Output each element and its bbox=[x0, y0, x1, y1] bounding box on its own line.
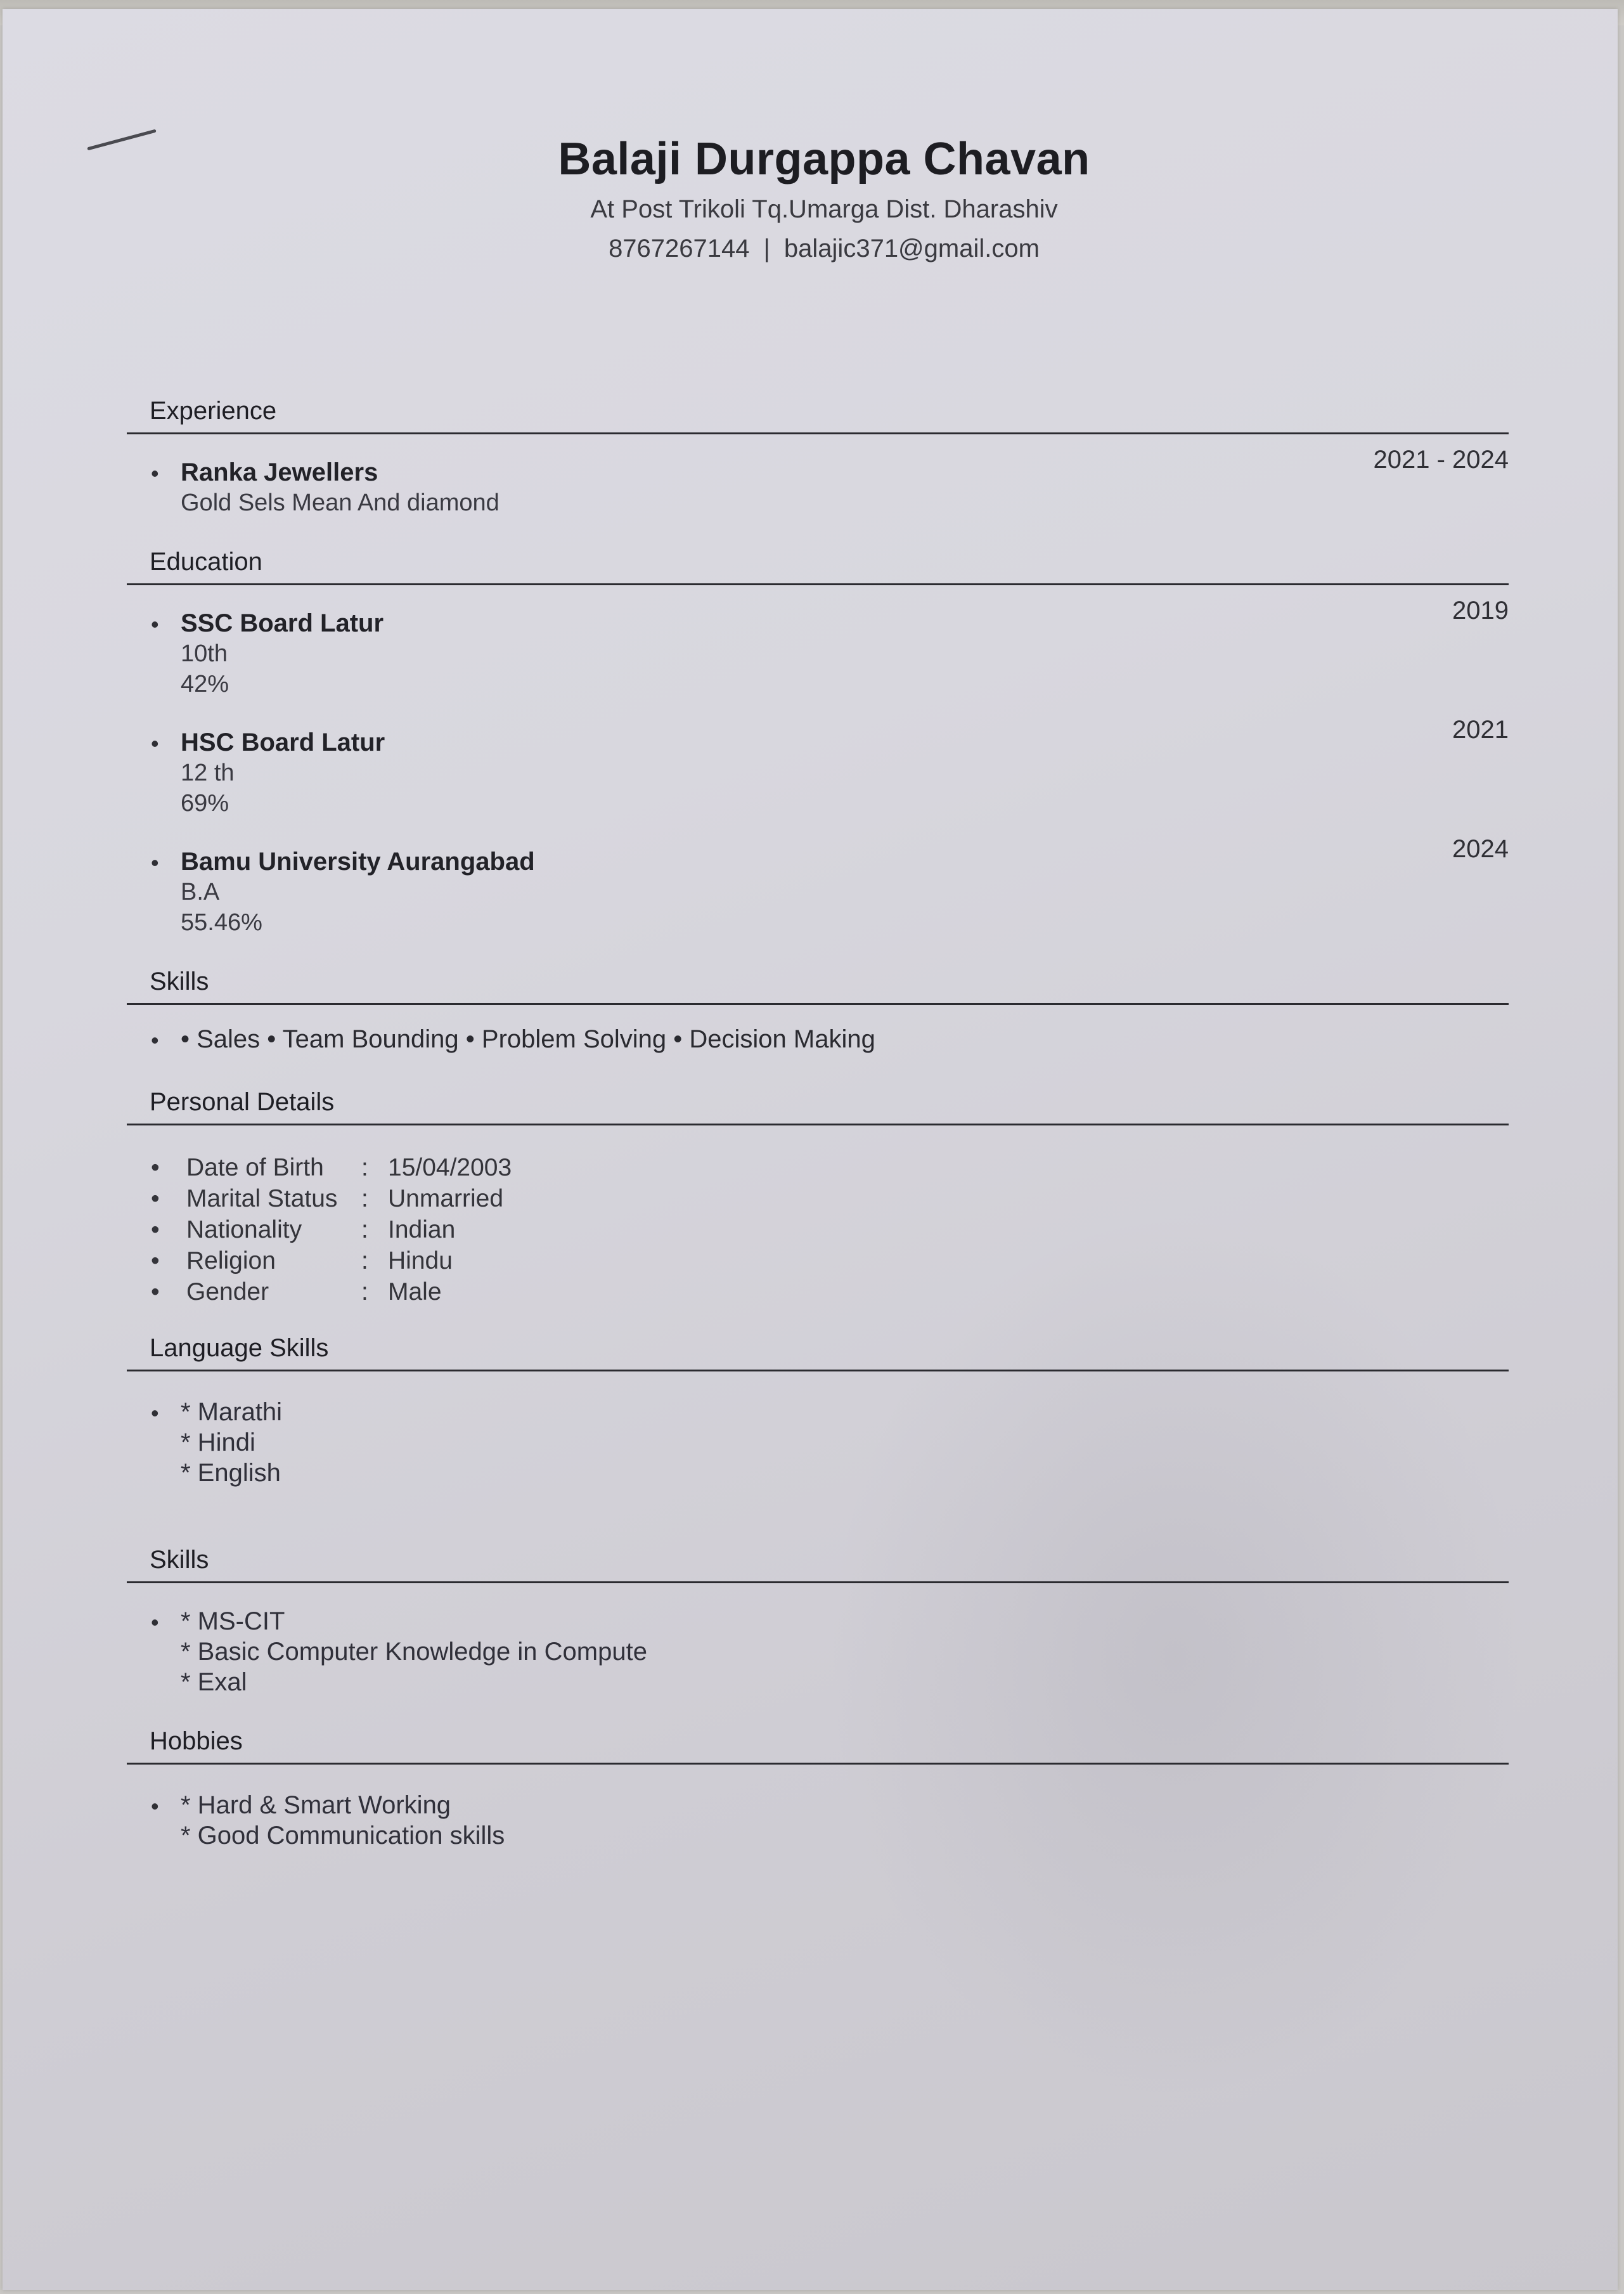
personal-details-section bbox=[127, 1085, 1509, 1307]
bullet: • bbox=[151, 1154, 160, 1181]
education-institution: Bamu University Aurangabad bbox=[181, 848, 535, 876]
bullet: • bbox=[151, 1278, 160, 1306]
education-score: 69% bbox=[181, 790, 229, 817]
candidate-name: Balaji Durgappa Chavan bbox=[558, 134, 1090, 185]
bullet: • bbox=[151, 1400, 159, 1426]
personal-detail-row bbox=[127, 1245, 1509, 1276]
experience-section bbox=[127, 394, 1509, 518]
experience-role: Gold Sels Mean And diamond bbox=[181, 489, 499, 516]
education-divider bbox=[127, 583, 1509, 585]
education-year: 2019 bbox=[1452, 597, 1509, 625]
candidate-address: At Post Trikoli Tq.Umarga Dist. Dharashiv bbox=[590, 195, 1058, 223]
language-skills-divider bbox=[127, 1370, 1509, 1371]
detail-key: Date of Birth bbox=[186, 1154, 324, 1181]
skills-item bbox=[127, 1606, 1509, 1697]
bullet: • bbox=[151, 850, 159, 876]
bullet: • bbox=[151, 1247, 160, 1274]
skills-section-2 bbox=[127, 1543, 1509, 1697]
education-institution: HSC Board Latur bbox=[181, 729, 385, 756]
hobbies-divider bbox=[127, 1763, 1509, 1765]
bullet: • bbox=[151, 611, 159, 637]
skills-heading: Skills bbox=[150, 1546, 209, 1574]
skills-divider bbox=[127, 1003, 1509, 1005]
detail-key: Marital Status bbox=[186, 1185, 338, 1212]
language-skills-heading: Language Skills bbox=[150, 1334, 329, 1362]
language-skills-item bbox=[127, 1397, 1509, 1488]
detail-value: Unmarried bbox=[388, 1185, 504, 1212]
phone-number: 8767267144 bbox=[609, 235, 750, 262]
education-level: 10th bbox=[181, 640, 228, 667]
language-skills-section bbox=[127, 1332, 1509, 1488]
detail-key: Gender bbox=[186, 1278, 269, 1306]
detail-colon: : bbox=[361, 1278, 368, 1306]
detail-colon: : bbox=[361, 1154, 368, 1181]
detail-value: Indian bbox=[388, 1216, 456, 1243]
skills-section bbox=[127, 965, 1509, 1054]
skills-item bbox=[127, 1024, 1509, 1054]
experience-company: Ranka Jewellers bbox=[181, 458, 378, 486]
hobbies-item bbox=[127, 1790, 1509, 1851]
education-item bbox=[127, 835, 1509, 938]
skill-item: * Basic Computer Knowledge in Compute bbox=[181, 1638, 647, 1666]
personal-details-table bbox=[127, 1152, 1509, 1307]
education-year: 2021 bbox=[1452, 716, 1509, 744]
email-address: balajic371@gmail.com bbox=[783, 235, 1040, 262]
personal-detail-row bbox=[127, 1276, 1509, 1307]
detail-value: 15/04/2003 bbox=[388, 1154, 512, 1181]
personal-detail-row bbox=[127, 1214, 1509, 1245]
personal-details-divider bbox=[127, 1124, 1509, 1125]
education-score: 55.46% bbox=[181, 909, 262, 936]
education-level: 12 th bbox=[181, 760, 235, 786]
personal-details-heading: Personal Details bbox=[150, 1088, 335, 1116]
education-institution: SSC Board Latur bbox=[181, 609, 384, 637]
education-level: B.A bbox=[181, 879, 220, 905]
personal-detail-row bbox=[127, 1152, 1509, 1183]
detail-value: Hindu bbox=[388, 1247, 453, 1274]
education-item bbox=[127, 716, 1509, 819]
detail-colon: : bbox=[361, 1247, 368, 1274]
bullet: • bbox=[151, 1216, 160, 1243]
bullet: • bbox=[151, 1027, 159, 1053]
skill-item: * MS-CIT bbox=[181, 1607, 285, 1635]
bullet: • bbox=[151, 1793, 159, 1819]
education-year: 2024 bbox=[1452, 835, 1509, 863]
skills-divider bbox=[127, 1581, 1509, 1583]
experience-heading: Experience bbox=[150, 397, 277, 425]
education-item bbox=[127, 597, 1509, 699]
skills-heading: Skills bbox=[150, 968, 209, 995]
skills-list: • Sales • Team Bounding • Problem Solving • Decision Making bbox=[181, 1025, 875, 1053]
education-section bbox=[127, 545, 1509, 938]
hobby-item: * Hard & Smart Working bbox=[181, 1791, 451, 1819]
education-score: 42% bbox=[181, 671, 229, 697]
language-item: * Hindi bbox=[181, 1429, 255, 1456]
detail-key: Religion bbox=[186, 1247, 276, 1274]
hobbies-heading: Hobbies bbox=[150, 1727, 243, 1755]
hobby-item: * Good Communication skills bbox=[181, 1822, 505, 1850]
experience-divider bbox=[127, 432, 1509, 434]
candidate-contact bbox=[444, 235, 1204, 263]
detail-colon: : bbox=[361, 1216, 368, 1243]
skill-item: * Exal bbox=[181, 1668, 247, 1696]
detail-value: Male bbox=[388, 1278, 442, 1306]
bullet: • bbox=[151, 460, 159, 486]
bullet: • bbox=[151, 1609, 159, 1635]
education-heading: Education bbox=[150, 548, 262, 576]
bullet: • bbox=[151, 1185, 160, 1212]
language-item: * English bbox=[181, 1459, 281, 1487]
contact-separator: | bbox=[763, 235, 770, 262]
experience-years: 2021 - 2024 bbox=[1373, 446, 1509, 474]
detail-colon: : bbox=[361, 1185, 368, 1212]
bullet: • bbox=[151, 730, 159, 756]
detail-key: Nationality bbox=[186, 1216, 302, 1243]
personal-detail-row bbox=[127, 1183, 1509, 1214]
experience-item bbox=[127, 446, 1509, 518]
hobbies-section bbox=[127, 1725, 1509, 1851]
language-item: * Marathi bbox=[181, 1398, 283, 1426]
